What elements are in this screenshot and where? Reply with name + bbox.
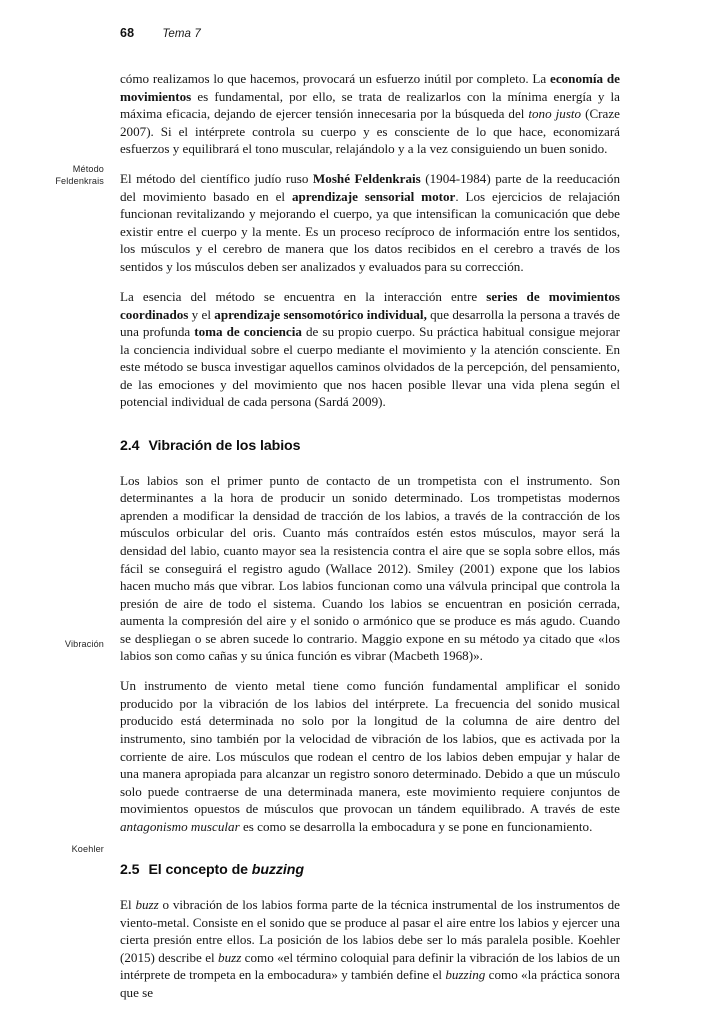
text-run-bold: aprendizaje sensorial motor — [291, 188, 456, 204]
section-title-italic: buzzing — [251, 862, 304, 879]
margin-note-metodo-feldenkrais — [0, 163, 104, 188]
text-run: (Craze 2007). Si el intérprete controla su cuerpo y es consciente de lo que hace, economizará esfuerzos y equilibrará el tono muscular, relajándolo y a la vez consiguiendo un buen sonido. — [120, 106, 620, 157]
section-title: El concepto de — [148, 862, 252, 879]
paragraph-instrumento-viento-metal — [120, 677, 620, 835]
text-run: cómo realizamos lo que hacemos, provocará un esfuerzo inútil por completo. La — [120, 71, 551, 86]
text-run-bold: series de movimientos coordinados — [120, 289, 620, 322]
text-run-italic: buzzing — [445, 967, 486, 983]
text-run: El — [120, 897, 136, 913]
text-run: es como se desarrolla la embocadura y se pone en funcionamiento. — [239, 818, 593, 834]
text-run-bold: aprendizaje sensomotórico individual, — [214, 306, 427, 322]
running-title: Tema 7 — [162, 28, 201, 40]
text-run: La esencia del método se encuentra en la interacción entre — [120, 289, 487, 305]
section-heading-2-4-wrapper — [120, 437, 620, 455]
text-run: como «la práctica sonora que se — [120, 967, 620, 1001]
text-run-bold: economía de movimientos — [120, 71, 620, 104]
text-run-italic: antagonismo muscular — [120, 818, 240, 834]
text-run-italic: buzz — [218, 949, 242, 965]
text-run-bold: Moshé Feldenkrais — [312, 171, 421, 187]
margin-note-line: Koehler — [71, 844, 104, 854]
section-heading-2-4 — [120, 437, 620, 455]
section-number: 2.4 — [120, 437, 140, 454]
text-run: y el — [188, 306, 215, 322]
text-run-bold: toma de conciencia — [194, 324, 302, 340]
section-number: 2.5 — [120, 862, 140, 879]
text-run: que desarrolla la persona a través de una profunda — [120, 306, 620, 340]
page-number: 68 — [120, 26, 135, 40]
text-run: Un instrumento de viento metal tiene como función fundamental amplificar el sonido producido por la vibración de los labios del intérprete. La frecuencia del sonido musical producido está determinada no solo por la longitud de la columna de aire dentro del instrumento, sino también por la velocidad de vibración de los labios, que es activada por la corriente de aire. Los músculos que rodean el centro de los labios deben empujar y halar de una manera apropiada para alcanzar un registro sonoro determinado. Debido a que un músculo solo puede contraerse de una determinada manera, este movimiento requiere conjuntos de movimientos opuestos de músculos que provocan un tándem equilibrado. A través de este — [120, 678, 620, 817]
text-run-italic: tono justo — [528, 106, 582, 122]
text-column — [120, 70, 620, 1002]
paragraph-metodo-feldenkrais — [120, 170, 620, 275]
text-run: es fundamental, por ello, se trata de realizarlos con la mínima energía y la máxima eficacia, dejando de ejercer tensión innecesaria por la búsqueda del — [120, 88, 620, 122]
margin-note-koehler — [0, 843, 104, 855]
text-run: o vibración de los labios forma parte de la técnica instrumental de los instrumentos de viento-metal. Consiste en el sonido que se produce al pasar el aire entre los labios y ejercer una cierta presión entre ellos. La posición de los labios debe ser lo más paralela posible. Koehler (2015) describe el — [120, 897, 620, 965]
text-run: (1904-1984) parte de la reeducación del movimiento basado en el — [120, 171, 620, 204]
text-run: como «el término coloquial para definir la vibración de los labios de un intérprete de trompeta en la embocadura» y también define el — [120, 949, 620, 983]
paragraph-economia-movimientos — [120, 70, 620, 158]
section-heading-2-5 — [120, 861, 620, 879]
section-heading-2-5-wrapper — [120, 861, 620, 879]
paragraph-esencia-metodo — [120, 288, 620, 411]
margin-note-vibracion — [0, 638, 104, 650]
margin-note-line: Vibración — [64, 639, 104, 649]
paragraph-buzz-koehler — [120, 896, 620, 1001]
text-run-italic: buzz — [135, 897, 159, 913]
text-run: . Los ejercicios de relajación funcionan revitalizando y mejorando el cuerpo, ya que intensifican la comunicación que debe existir entre el cuerpo y la mente. Es un proceso recíproco de información entre los sentidos, los músculos y el cerebro de manera que los datos recibidos en el cerebro a través de los sentidos y los músculos deben ser analizados y evaluados para su corrección. — [120, 188, 620, 274]
text-run: Los labios son el primer punto de contacto de un trompetista con el instrumento. Son determinantes a la hora de producir un sonido determinado. Los trompetistas modernos aprenden a modificar la densidad de tracción de los labios, a través de la contracción de los músculos orbicular del oris. Cuanto más contraídos estén estos músculos, mayor será la densidad del labio, cuanto mayor sea la resistencia contra el aire que se sopla sobre ellos, más fácil se conseguirá el registro agudo (Wallace 2012). Smiley (2001) expone que los labios hacen mucho más que vibrar. Los labios funcionan como una válvula principal que controla la presión de aire de todo el sistema. Cuando los labios se encuentran en posición cerrada, aumenta la compresión del aire y el sonido o armónico que se produce es más agudo. Cuando se despliegan o se abren sucede lo contrario. Maggio expone en su método ya citado que «los labios son como cañas y su única función es vibrar (Macbeth 1968)». — [120, 472, 620, 664]
margin-note-line: Feldenkrais — [55, 176, 104, 187]
running-header — [120, 26, 620, 44]
text-run: de su propio cuerpo. Su práctica habitual consigue mejorar la conciencia individual sobre el cuerpo mediante el movimiento y la atención consciente. En este método se busca investigar aquellos caminos olvidados de la percepción, del pensamiento, de las emociones y del movimiento que nos hacen posible llevar una vida plena según el potencial individual de cada persona (Sardá 2009). — [120, 324, 620, 410]
margin-note-line: Método — [72, 164, 104, 174]
section-title: Vibración de los labios — [148, 437, 301, 454]
text-run: El método del científico judío ruso — [120, 171, 313, 187]
paragraph-labios-contacto — [120, 472, 620, 665]
